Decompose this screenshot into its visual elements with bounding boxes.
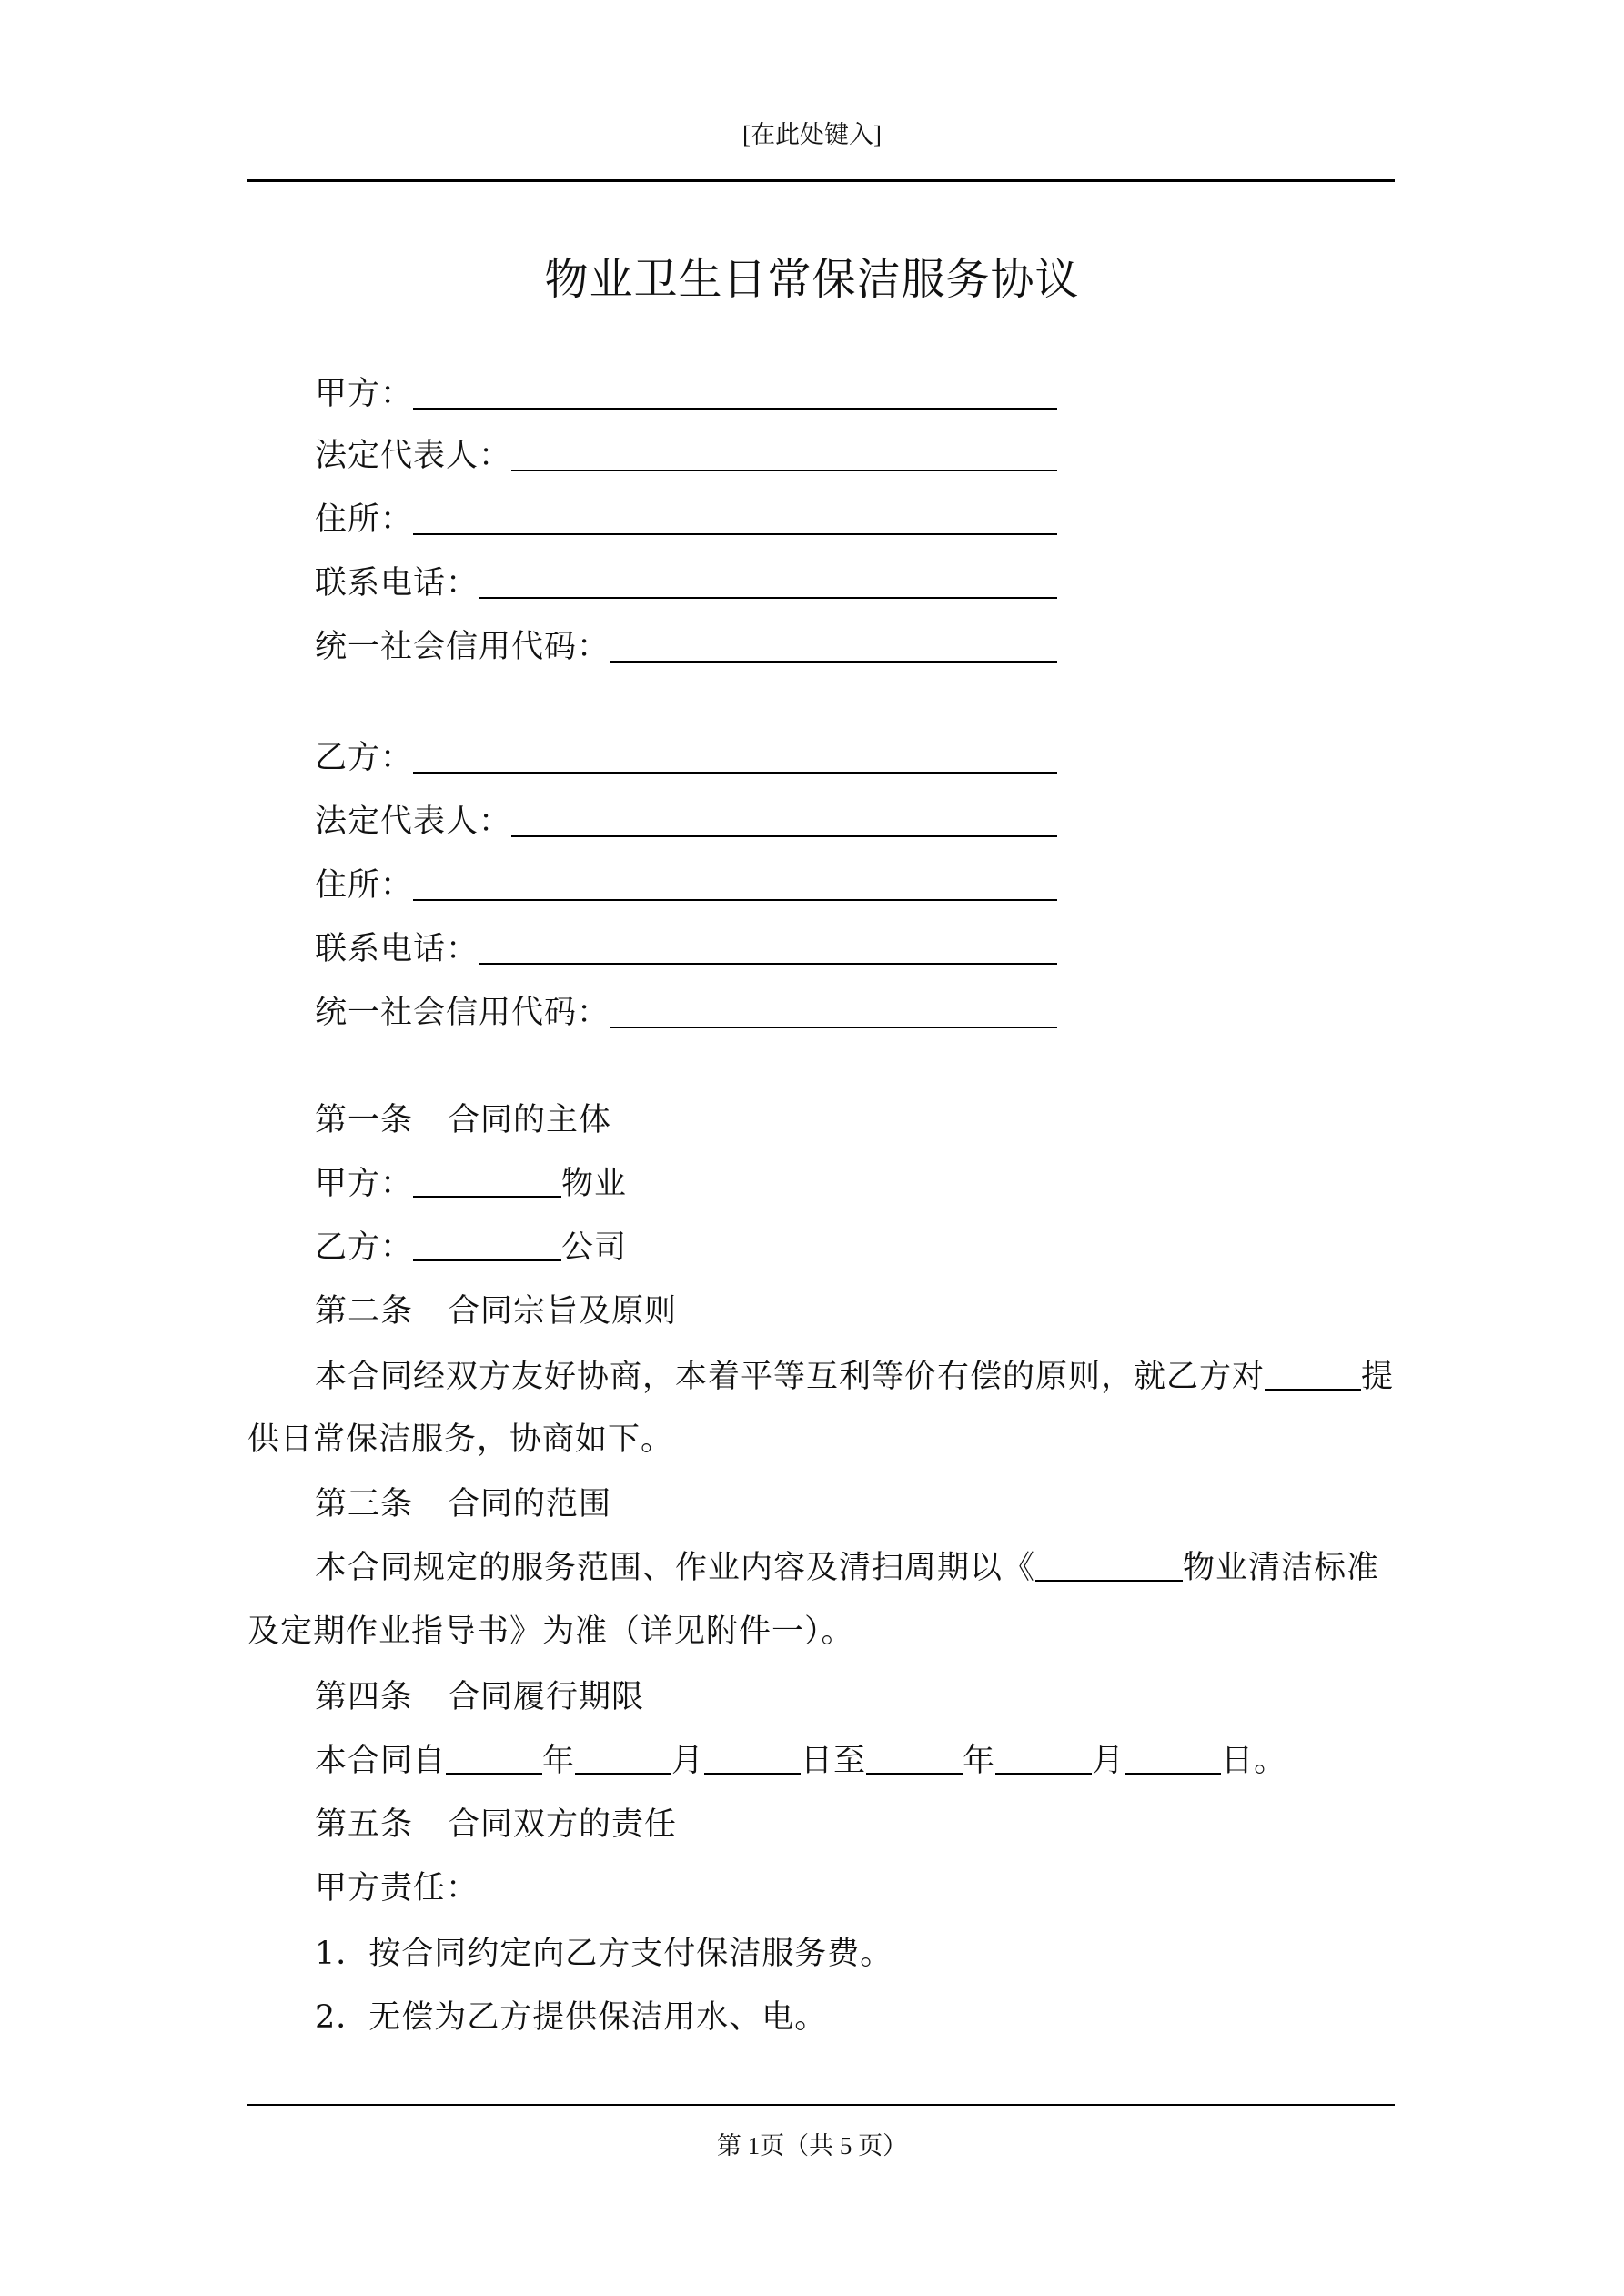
end-month-blank[interactable] — [995, 1738, 1092, 1775]
unit-text: 日至 — [801, 1743, 867, 1779]
party-b-credit-code-field — [315, 990, 1057, 1036]
paragraph-text: 本合同自 — [315, 1743, 447, 1779]
start-year-blank[interactable] — [446, 1738, 542, 1775]
article-5-heading — [315, 1802, 677, 1847]
field-label: 乙方： — [315, 1229, 414, 1266]
header-rule — [247, 179, 1395, 182]
article-4-term-line — [315, 1738, 1286, 1784]
article-3-paragraph-line-2: 及定期作业指导书》为准（详见附件一）。 — [247, 1613, 854, 1650]
unit-text: 日。 — [1221, 1743, 1287, 1779]
field-label: 住所： — [315, 501, 414, 538]
duty-item-1: 1．按合同约定向乙方支付保洁服务费。 — [315, 1936, 893, 1972]
fill-in-blank[interactable] — [1035, 1545, 1183, 1582]
article-2-heading — [315, 1289, 677, 1334]
fill-in-blank[interactable] — [610, 992, 1057, 1028]
unit-text: 年 — [963, 1743, 996, 1779]
fill-in-blank[interactable] — [511, 435, 1057, 471]
field-suffix: 公司 — [561, 1229, 628, 1266]
article-3-paragraph-line-1 — [315, 1545, 1379, 1591]
party-b-address-field — [315, 863, 1057, 908]
party-a-phone-field — [315, 561, 1057, 606]
end-year-blank[interactable] — [866, 1738, 963, 1775]
paragraph-text: 本合同规定的服务范围、作业内容及清扫周期以《 — [315, 1550, 1036, 1586]
fill-in-blank[interactable] — [413, 865, 1057, 901]
article-3-heading — [315, 1482, 611, 1527]
party-a-address-field — [315, 497, 1057, 542]
page-number: 第 1页（共 5 页） — [716, 2132, 908, 2159]
fill-in-blank[interactable] — [1265, 1354, 1361, 1391]
fill-in-blank[interactable] — [413, 737, 1057, 774]
paragraph-text: 物业清洁标准 — [1183, 1550, 1380, 1586]
party-b-representative-field — [315, 799, 1057, 845]
article-number: 第一条 — [315, 1102, 414, 1138]
header-placeholder-text[interactable]: [在此处键入] — [742, 121, 882, 148]
field-label: 法定代表人： — [315, 804, 512, 840]
article-1-heading — [315, 1097, 611, 1143]
article-2-paragraph-line-1 — [315, 1354, 1394, 1400]
field-label: 甲方： — [315, 376, 414, 412]
party-a-name-field — [315, 371, 1057, 417]
field-label: 统一社会信用代码： — [315, 995, 610, 1031]
article-1-party-a — [315, 1161, 627, 1207]
footer-rule — [247, 2104, 1395, 2106]
article-number: 第五条 — [315, 1806, 414, 1843]
article-1-party-b — [315, 1225, 627, 1270]
party-a-credit-code-field — [315, 624, 1057, 670]
unit-text: 月 — [1092, 1743, 1125, 1779]
article-title: 合同宗旨及原则 — [448, 1293, 678, 1330]
field-label: 乙方： — [315, 740, 414, 776]
unit-text: 月 — [671, 1743, 705, 1779]
field-label: 联系电话： — [315, 565, 479, 602]
start-day-blank[interactable] — [704, 1738, 801, 1775]
party-a-duty-heading: 甲方责任： — [315, 1870, 479, 1907]
article-number: 第三条 — [315, 1486, 414, 1522]
article-2-paragraph-line-2: 供日常保洁服务，协商如下。 — [247, 1421, 674, 1458]
party-a-representative-field — [315, 433, 1057, 479]
fill-in-blank[interactable] — [413, 1225, 561, 1261]
document-title: 物业卫生日常保洁服务协议 — [544, 254, 1080, 305]
start-month-blank[interactable] — [575, 1738, 671, 1775]
fill-in-blank[interactable] — [413, 499, 1057, 535]
fill-in-blank[interactable] — [413, 1161, 561, 1198]
paragraph-text: 提 — [1361, 1359, 1395, 1395]
field-label: 法定代表人： — [315, 438, 512, 474]
article-title: 合同履行期限 — [448, 1679, 645, 1715]
field-label: 统一社会信用代码： — [315, 629, 610, 665]
paragraph-text: 本合同经双方友好协商，本着平等互利等价有偿的原则，就乙方对 — [315, 1359, 1266, 1395]
end-day-blank[interactable] — [1125, 1738, 1221, 1775]
article-title: 合同双方的责任 — [448, 1806, 678, 1843]
duty-item-2: 2．无偿为乙方提供保洁用水、电。 — [315, 1999, 828, 2036]
fill-in-blank[interactable] — [479, 562, 1057, 599]
fill-in-blank[interactable] — [610, 626, 1057, 663]
article-title: 合同的主体 — [448, 1102, 612, 1138]
party-b-phone-field — [315, 926, 1057, 972]
fill-in-blank[interactable] — [413, 373, 1057, 410]
fill-in-blank[interactable] — [479, 928, 1057, 965]
unit-text: 年 — [542, 1743, 576, 1779]
fill-in-blank[interactable] — [511, 801, 1057, 837]
party-b-name-field — [315, 735, 1057, 781]
article-number: 第四条 — [315, 1679, 414, 1715]
field-suffix: 物业 — [561, 1166, 628, 1202]
field-label: 住所： — [315, 867, 414, 904]
field-label: 联系电话： — [315, 931, 479, 967]
article-title: 合同的范围 — [448, 1486, 612, 1522]
field-label: 甲方： — [315, 1166, 414, 1202]
article-number: 第二条 — [315, 1293, 414, 1330]
article-4-heading — [315, 1674, 644, 1720]
